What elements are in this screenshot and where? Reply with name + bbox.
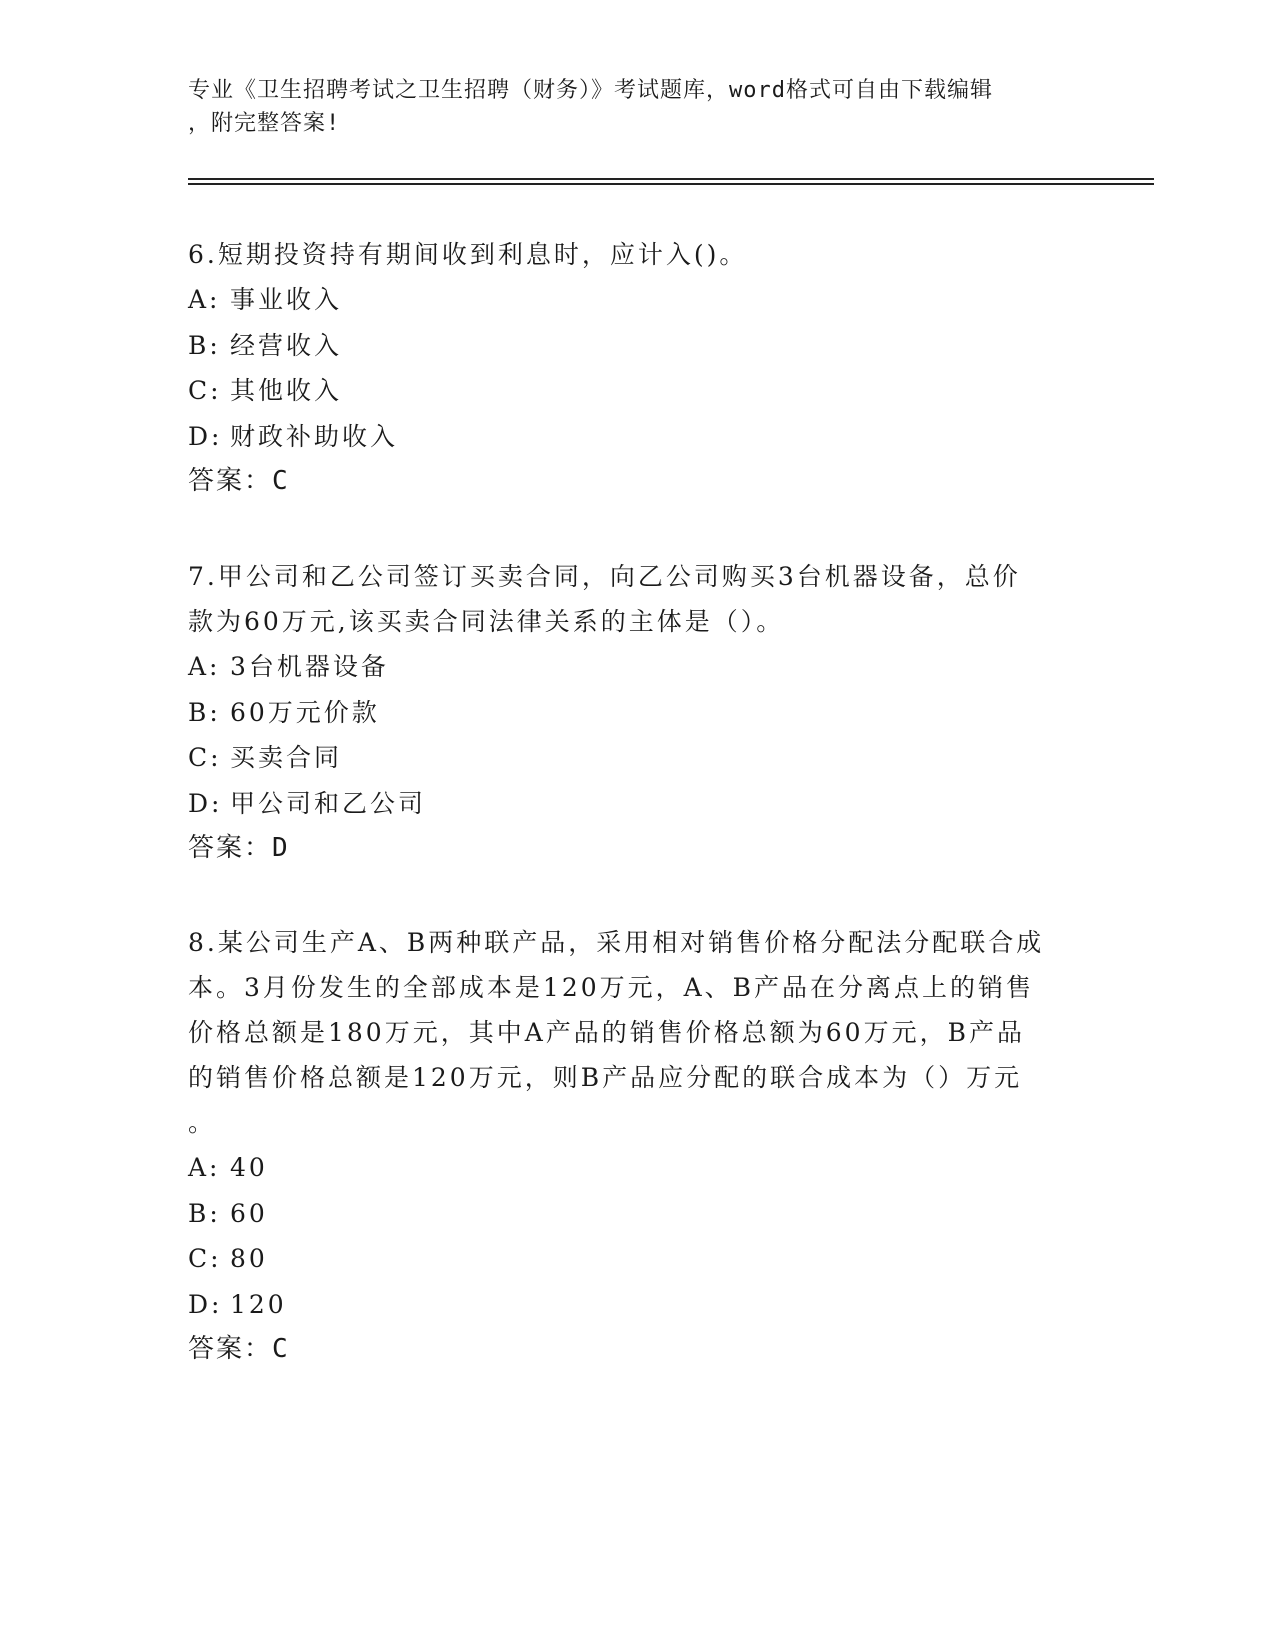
option-key: B: [188, 697, 221, 727]
answer [188, 1327, 1088, 1372]
option-b [188, 1191, 1088, 1237]
answer [188, 459, 1088, 504]
option-key: D: [188, 421, 223, 451]
option-text: 60万元价款 [230, 697, 380, 727]
question-text [188, 920, 1088, 1145]
header-line-1: 专业《卫生招聘考试之卫生招聘（财务）》考试题库，word格式可自由下载编辑 [188, 78, 993, 103]
option-key: C: [188, 743, 222, 772]
option-text: 80 [230, 1244, 268, 1273]
question-line: 本。3月份发生的全部成本是120万元，A、B产品在分离点上的销售 [188, 973, 1035, 1002]
option-text: 40 [230, 1153, 268, 1182]
answer-value: D [272, 833, 290, 863]
question-7 [188, 554, 1088, 871]
answer-value: C [272, 466, 290, 496]
question-line: 。 [188, 1108, 217, 1137]
question-line: 6.短期投资持有期间收到利息时，应计入()。 [188, 240, 748, 269]
option-text: 其他收入 [230, 376, 343, 405]
question-line: 8.某公司生产A、B两种联产品，采用相对销售价格分配法分配联合成 [188, 928, 1045, 957]
question-8 [188, 920, 1088, 1372]
question-text [188, 554, 1088, 644]
option-key: A: [188, 285, 221, 314]
answer-label: 答案： [188, 833, 273, 863]
option-a [188, 644, 1088, 690]
option-key: C: [188, 376, 222, 405]
option-text: 甲公司和乙公司 [230, 788, 427, 818]
option-b [188, 323, 1088, 369]
option-key: A: [188, 1153, 221, 1182]
answer [188, 826, 1088, 871]
option-d [188, 414, 1088, 460]
question-line: 7.甲公司和乙公司签订买卖合同，向乙公司购买3台机器设备，总价 [188, 562, 1021, 591]
option-key: B: [188, 1198, 221, 1228]
option-text: 事业收入 [230, 285, 343, 314]
header-divider-bottom [188, 183, 1154, 185]
option-b [188, 690, 1088, 736]
option-c [188, 1236, 1088, 1282]
option-key: A: [188, 652, 221, 681]
option-key: C: [188, 1244, 222, 1273]
option-text: 财政补助收入 [230, 421, 399, 451]
option-text: 买卖合同 [230, 743, 343, 772]
option-key: D: [188, 788, 223, 818]
question-line: 价格总额是180万元，其中A产品的销售价格总额为60万元，B产品 [188, 1018, 1025, 1047]
option-key: D: [188, 1289, 223, 1319]
header-divider-top [188, 178, 1154, 180]
option-text: 3台机器设备 [230, 652, 389, 681]
question-text [188, 232, 1088, 277]
answer-label: 答案： [188, 466, 273, 496]
header-line-2: ，附完整答案! [188, 111, 341, 136]
option-key: B: [188, 330, 221, 360]
answer-value: C [272, 1334, 290, 1364]
option-c [188, 368, 1088, 414]
option-text: 经营收入 [230, 330, 343, 360]
option-text: 60 [230, 1198, 268, 1228]
option-text: 120 [230, 1289, 287, 1319]
question-line: 的销售价格总额是120万元，则B产品应分配的联合成本为（）万元 [188, 1063, 1023, 1092]
option-d [188, 781, 1088, 827]
answer-label: 答案： [188, 1334, 273, 1364]
option-a [188, 277, 1088, 323]
question-6 [188, 232, 1088, 504]
document-header [188, 74, 1088, 140]
question-line: 款为60万元,该买卖合同法律关系的主体是（）。 [188, 607, 785, 636]
option-c [188, 735, 1088, 781]
option-d [188, 1282, 1088, 1328]
option-a [188, 1145, 1088, 1191]
